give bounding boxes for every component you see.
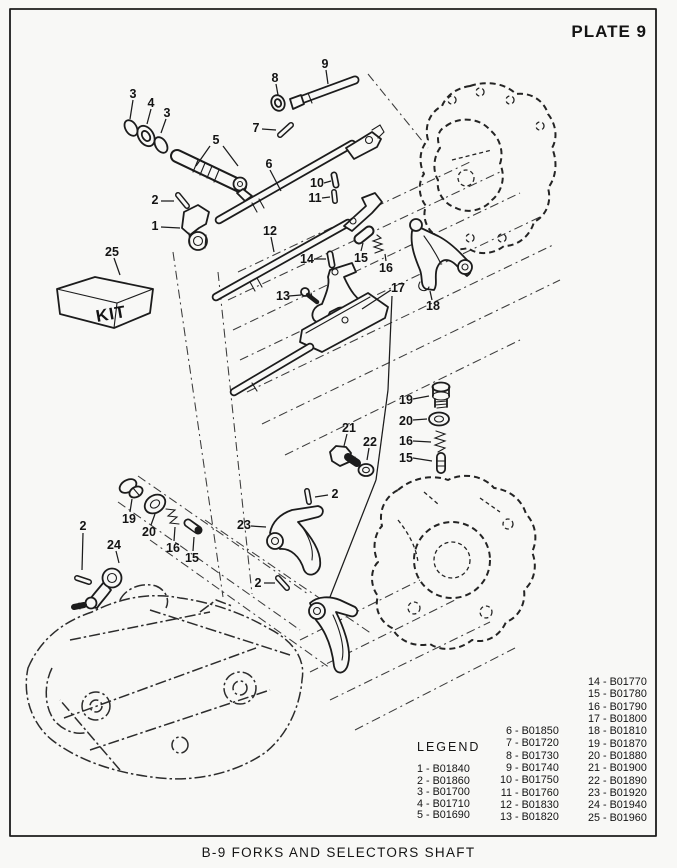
legend-row: 17 - B01800 — [587, 713, 647, 726]
leader-line — [276, 84, 278, 95]
leader-line — [130, 100, 133, 119]
callout-24: 24 — [107, 538, 121, 552]
legend-row: 13 - B01820 — [499, 811, 559, 824]
callout-8: 8 — [271, 71, 279, 85]
legend-row: 12 - B01830 — [499, 799, 559, 812]
legend-row: 7 - B01720 — [505, 737, 559, 750]
pin-2-upper — [178, 195, 187, 206]
leader-line — [289, 295, 301, 296]
spring-16-right — [435, 431, 445, 452]
shaft-end-5 — [177, 156, 252, 201]
rod-17-assembly — [234, 293, 388, 392]
callout-12: 12 — [263, 224, 277, 238]
legend-row: 18 - B01810 — [587, 725, 647, 738]
pin-14 — [330, 254, 332, 265]
gearbox-bottom-left — [26, 585, 302, 779]
legend-row: 24 - B01940 — [587, 799, 647, 812]
leader-line — [251, 526, 266, 527]
housing-top-right — [420, 83, 556, 253]
washer-22 — [359, 464, 374, 476]
leader-line — [326, 70, 328, 84]
leader-line — [82, 533, 83, 570]
pin-2-bottom — [278, 578, 287, 588]
leader-line — [262, 129, 276, 130]
fork-18 — [410, 219, 472, 291]
legend-row: 23 - B01920 — [587, 787, 647, 800]
leader-line — [151, 514, 155, 525]
callout-16: 16 — [379, 261, 393, 275]
callout-1: 1 — [151, 219, 159, 233]
spring-16-upper — [373, 235, 383, 253]
pin-7 — [280, 125, 291, 135]
pin-2-middle — [307, 491, 309, 502]
leader-line — [223, 146, 238, 166]
plunger-15-left — [188, 523, 202, 534]
bush-15-upper — [359, 231, 369, 239]
plate-caption: B-9 FORKS AND SELECTORS SHAFT — [201, 845, 476, 860]
leader-line — [193, 537, 194, 551]
callout-25: 25 — [105, 245, 119, 259]
callout-4: 4 — [147, 96, 155, 110]
leader-line — [130, 499, 132, 512]
callout-18: 18 — [426, 299, 440, 313]
legend-row: 6 - B01850 — [505, 725, 559, 737]
callout-17: 17 — [391, 281, 405, 295]
callout-19: 19 — [399, 393, 413, 407]
legend-row: 25 - B01960 — [587, 811, 647, 824]
callout-2: 2 — [79, 519, 87, 533]
legend-row: 4 - B01710 — [416, 797, 470, 810]
legend-row: 14 - B01770 — [587, 676, 647, 688]
callout-11: 11 — [308, 191, 322, 205]
legend-column-2 — [496, 725, 559, 824]
callout-23: 23 — [237, 518, 251, 532]
callout-2: 2 — [151, 193, 159, 207]
fork-23 — [267, 506, 323, 575]
callout-15: 15 — [185, 551, 199, 565]
leader-line — [161, 227, 180, 228]
leader-line — [324, 181, 331, 183]
washer-20-right — [429, 413, 449, 426]
legend-row: 2 - B01860 — [416, 774, 470, 787]
callout-3: 3 — [129, 87, 137, 101]
callout-2: 2 — [254, 576, 262, 590]
callout-6: 6 — [265, 157, 273, 171]
callout-19: 19 — [122, 512, 136, 526]
leader-line — [385, 254, 386, 261]
callout-layer — [80, 57, 440, 597]
plug-19-right — [433, 383, 450, 409]
rod-9 — [290, 80, 355, 109]
housing-bottom-right — [372, 476, 535, 649]
leader-line — [376, 390, 388, 480]
legend-row: 16 - B01790 — [587, 700, 647, 713]
pin-10 — [334, 175, 336, 185]
legend-row: 21 - B01900 — [587, 762, 647, 775]
plate-title: PLATE 9 — [571, 22, 647, 41]
pin-11 — [334, 192, 335, 201]
fork-bottom — [309, 597, 357, 672]
clevis-1 — [182, 205, 209, 250]
callout-16: 16 — [399, 434, 413, 448]
leader-line — [114, 258, 120, 275]
callout-14: 14 — [300, 252, 314, 266]
pin-2-left — [77, 578, 89, 582]
leader-line — [361, 243, 363, 251]
legend-row: 1 - B01840 — [416, 763, 470, 775]
plug-19-left — [117, 476, 144, 500]
callout-21: 21 — [342, 421, 356, 435]
spring-16-left — [166, 509, 179, 524]
callout-2: 2 — [331, 487, 339, 501]
leader-line — [116, 551, 119, 563]
legend-column-1 — [414, 764, 470, 822]
callout-3: 3 — [163, 106, 171, 120]
callout-20: 20 — [142, 525, 156, 539]
callout-5: 5 — [212, 133, 220, 147]
callout-15: 15 — [354, 251, 368, 265]
leader-line — [271, 237, 274, 252]
callout-7: 7 — [252, 121, 260, 135]
kit-box — [57, 277, 153, 328]
leader-line — [413, 441, 431, 442]
leader-line — [161, 119, 166, 133]
legend-row: 10 - B01750 — [499, 774, 559, 787]
leader-line — [344, 434, 347, 446]
plunger-15-right — [437, 457, 445, 469]
callout-15: 15 — [399, 451, 413, 465]
kit-label: KIT — [94, 301, 128, 326]
legend-row: 11 - B01760 — [500, 786, 559, 799]
legend-row: 3 - B01700 — [416, 786, 470, 799]
legend-row: 15 - B01780 — [587, 688, 647, 701]
callout-10: 10 — [310, 176, 324, 190]
legend-row: 9 - B01740 — [505, 762, 559, 775]
callout-13: 13 — [276, 289, 290, 303]
legend-column-3 — [584, 676, 647, 824]
leader-line — [388, 296, 392, 390]
selector-shaft-6 — [219, 125, 384, 220]
legend-row: 19 - B01870 — [587, 737, 647, 750]
leader-line — [147, 109, 151, 124]
callout-9: 9 — [321, 57, 329, 71]
leader-line — [413, 419, 427, 420]
leader-line — [322, 197, 330, 198]
callout-20: 20 — [399, 414, 413, 428]
seal-rings-3-4-3 — [122, 118, 170, 155]
legend-row: 5 - B01690 — [416, 809, 470, 822]
leader-line — [315, 495, 328, 497]
legend-title: LEGEND — [417, 740, 481, 754]
page-border — [10, 9, 656, 836]
leader-line — [413, 458, 432, 461]
plug-21 — [330, 446, 357, 466]
callout-16: 16 — [166, 541, 180, 555]
legend-row: 22 - B01890 — [587, 774, 647, 787]
callout-22: 22 — [363, 435, 377, 449]
legend-row: 20 - B01880 — [587, 750, 647, 763]
screw-13 — [301, 288, 317, 302]
grommet-8 — [269, 93, 287, 113]
leader-line — [413, 396, 429, 399]
legend-row: 8 - B01730 — [505, 749, 559, 762]
leader-line — [367, 448, 369, 460]
leader-line — [174, 527, 175, 541]
